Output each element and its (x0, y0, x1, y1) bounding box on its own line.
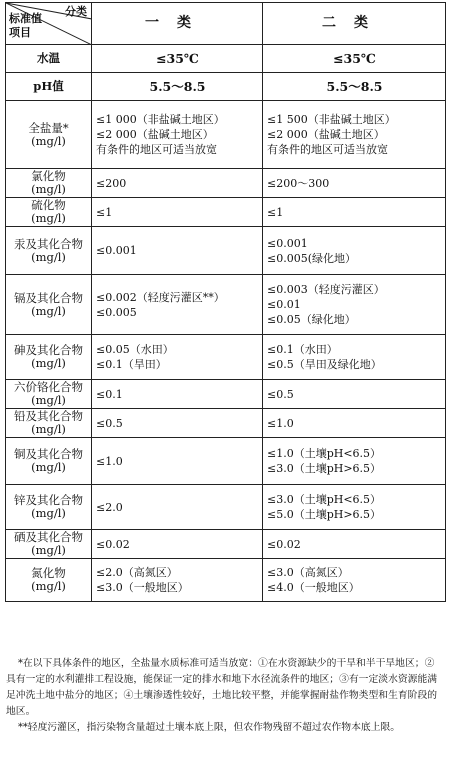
class2-value-cell (263, 409, 446, 438)
item-cell-line: (mg/l) (31, 303, 66, 318)
class2-value-cell (263, 198, 446, 227)
class2-value-cell-line: ≤0.5（旱田及绿化地） (267, 358, 382, 371)
item-cell (6, 335, 92, 380)
item-cell (6, 485, 92, 530)
class2-value-cell-line: 有条件的地区可适当放宽 (267, 143, 388, 156)
class1-value-cell (92, 45, 263, 73)
class1-value-cell-line: ≤0.1 (96, 387, 123, 401)
class2-value-cell (263, 73, 446, 101)
class2-value-cell-line: ≤0.01 (267, 298, 301, 311)
class2-value-cell (263, 485, 446, 530)
table-row (6, 438, 446, 485)
class1-value-cell-line: ≤200 (96, 176, 127, 190)
class1-value-cell-line: ≤1.0 (96, 454, 123, 468)
item-cell-line: 硫化物 (31, 198, 66, 212)
class1-value-cell-line: ≤2 000（盐碱土地区） (96, 128, 214, 141)
footnote-2: **轻度污灌区，指污染物含量超过土壤本底上限，但农作物残留不超过农作物本底上限。 (18, 722, 401, 733)
item-cell (6, 409, 92, 438)
table-row (6, 198, 446, 227)
class2-value-cell-line: ≤4.0（一般地区） (267, 581, 360, 594)
class1-value-cell (92, 198, 263, 227)
class2-value-cell-line: ≤3.0（土壤pH<6.5） (267, 493, 382, 506)
class1-value-cell-line: ≤0.05（水田） (96, 343, 174, 356)
class2-value-cell (263, 380, 446, 409)
class2-value-cell-line: ≤0.003（轻度污灌区） (267, 283, 385, 296)
class1-value-cell-line: ≤1 000（非盐碱土地区） (96, 113, 225, 126)
item-cell (6, 438, 92, 485)
class2-value-cell-line: ≤1 (267, 205, 284, 219)
item-cell-line: 全盐量* (28, 120, 69, 135)
item-cell (6, 227, 92, 275)
item-cell (6, 275, 92, 335)
table-row (6, 485, 446, 530)
table-row (6, 335, 446, 380)
class2-value-cell (263, 335, 446, 380)
class2-value-cell (263, 530, 446, 559)
table-row (6, 530, 446, 559)
class1-value-cell-line: ≤0.5 (96, 416, 123, 430)
footnote-1: *在以下具体条件的地区，全盐量水质标准可适当放宽：①在水资源缺少的干旱和半干旱地区；②具有一定的水利灌排工程设施，能保证一定的排水和地下水径流条件的地区；③有一定淡水资源能满足冲洗土地中盐分的地区；④土壤渗透性较好，土地比较平整，并能掌握耐盐作物类型和生育阶段的地区。 (6, 658, 438, 717)
item-cell-line: 氯化物 (31, 169, 66, 183)
item-cell (6, 198, 92, 227)
class1-value-cell (92, 73, 263, 101)
table-row (6, 73, 446, 101)
class1-value-cell-line: 有条件的地区可适当放宽 (96, 143, 217, 156)
table-row (6, 227, 446, 275)
item-cell-line: (mg/l) (31, 356, 66, 370)
header-row (6, 3, 446, 45)
item-cell-line: (mg/l) (31, 506, 66, 520)
class2-value-cell (263, 227, 446, 275)
class2-value-cell (263, 275, 446, 335)
table-row (6, 409, 446, 438)
class2-value-cell-line: ≤1 500（非盐碱土地区） (267, 113, 396, 126)
item-cell (6, 530, 92, 559)
item-cell (6, 559, 92, 602)
class1-value-cell-line: ≤1 (96, 205, 113, 219)
class1-value-cell (92, 169, 263, 198)
corner-item-label: 项目 (9, 26, 31, 39)
item-cell-line: 铅及其化合物 (14, 409, 83, 423)
class1-value-cell (92, 335, 263, 380)
item-cell-line: (mg/l) (31, 579, 66, 593)
class1-value-cell (92, 530, 263, 559)
table-row (6, 380, 446, 409)
item-cell (6, 45, 92, 73)
water-quality-standards-table (5, 2, 446, 602)
class1-value-cell-line: ≤2.0 (96, 500, 123, 514)
item-cell-line: 铜及其化合物 (14, 447, 83, 461)
item-cell-line: (mg/l) (31, 182, 66, 196)
class2-value-cell-line: ≤0.5 (267, 387, 294, 401)
corner-category-label: 分类 (65, 5, 87, 18)
class2-value-cell-line: ≤1.0 (267, 416, 294, 430)
class1-value-cell-line: ≤2.0（高氮区） (96, 566, 178, 579)
class1-value-cell-line: ≤35℃ (156, 51, 199, 66)
table-row (6, 275, 446, 335)
class1-value-cell (92, 485, 263, 530)
item-cell-line: 水温 (37, 51, 60, 65)
class2-header: 二类 (263, 3, 446, 45)
class2-value-cell (263, 438, 446, 485)
item-cell-line: (mg/l) (31, 133, 66, 148)
class2-value-cell-line: ≤3.0（高氮区） (267, 566, 349, 579)
class1-value-cell (92, 227, 263, 275)
item-cell-line: (mg/l) (31, 422, 66, 436)
item-cell (6, 169, 92, 198)
class1-value-cell-line: ≤0.005 (96, 305, 137, 319)
class1-value-cell (92, 380, 263, 409)
class1-value-cell (92, 101, 263, 169)
class1-value-cell-line: 5.5～8.5 (149, 79, 206, 94)
class2-value-cell (263, 101, 446, 169)
class1-value-cell-line: ≤0.1（旱田） (96, 358, 167, 371)
class2-value-cell-line: ≤2 000（盐碱土地区） (267, 128, 385, 141)
table-row (6, 169, 446, 198)
class2-value-cell-line: ≤5.0（土壤pH>6.5） (267, 508, 382, 521)
class2-value-cell-line: ≤0.001 (267, 236, 308, 250)
item-cell (6, 380, 92, 409)
class2-value-cell-line: ≤3.0（土壤pH>6.5） (267, 462, 382, 475)
item-cell-line: 六价铬化合物 (14, 380, 83, 394)
class1-value-cell-line: ≤0.002（轻度污灌区**） (96, 290, 225, 304)
item-cell-line: (mg/l) (31, 211, 66, 225)
item-cell-line: 镉及其化合物 (14, 290, 83, 305)
class2-value-cell-line: ≤0.02 (267, 537, 301, 551)
item-cell (6, 73, 92, 101)
class2-value-cell-line: ≤200～300 (267, 176, 330, 190)
class2-value-cell (263, 559, 446, 602)
item-cell-line: 锌及其化合物 (14, 493, 83, 507)
item-cell-line: (mg/l) (31, 249, 66, 264)
class2-value-cell (263, 169, 446, 198)
item-cell-line: 氮化物 (31, 566, 66, 580)
class1-header: 一类 (92, 3, 263, 45)
class2-value-cell-line: ≤0.005(绿化地） (267, 251, 356, 265)
item-cell-line: 硒及其化合物 (14, 530, 83, 544)
class2-value-cell (263, 45, 446, 73)
class1-value-cell (92, 409, 263, 438)
table-row (6, 559, 446, 602)
item-cell-line: pH值 (33, 79, 64, 93)
class1-value-cell-line: ≤3.0（一般地区） (96, 581, 189, 594)
item-cell-line: (mg/l) (31, 460, 66, 474)
class2-value-cell-line: ≤35℃ (333, 51, 376, 66)
class1-value-cell (92, 275, 263, 335)
class1-value-cell (92, 559, 263, 602)
item-cell-line: (mg/l) (31, 543, 66, 557)
table-row (6, 101, 446, 169)
footnotes (6, 656, 444, 736)
item-cell (6, 101, 92, 169)
item-cell-line: 砷及其化合物 (14, 343, 83, 357)
class2-value-cell-line: ≤0.1（水田） (267, 343, 338, 356)
corner-value-label: 标准值 (9, 12, 42, 25)
item-cell-line: 汞及其化合物 (14, 236, 83, 251)
item-cell-line: (mg/l) (31, 393, 66, 407)
class2-value-cell-line: ≤0.05（绿化地） (267, 313, 356, 326)
class2-value-cell-line: 5.5～8.5 (326, 79, 383, 94)
class1-value-cell-line: ≤0.02 (96, 537, 130, 551)
class1-value-cell (92, 438, 263, 485)
corner-header-cell (6, 3, 92, 45)
class2-value-cell-line: ≤1.0（土壤pH<6.5） (267, 447, 382, 460)
class1-value-cell-line: ≤0.001 (96, 244, 137, 257)
table-row (6, 45, 446, 73)
